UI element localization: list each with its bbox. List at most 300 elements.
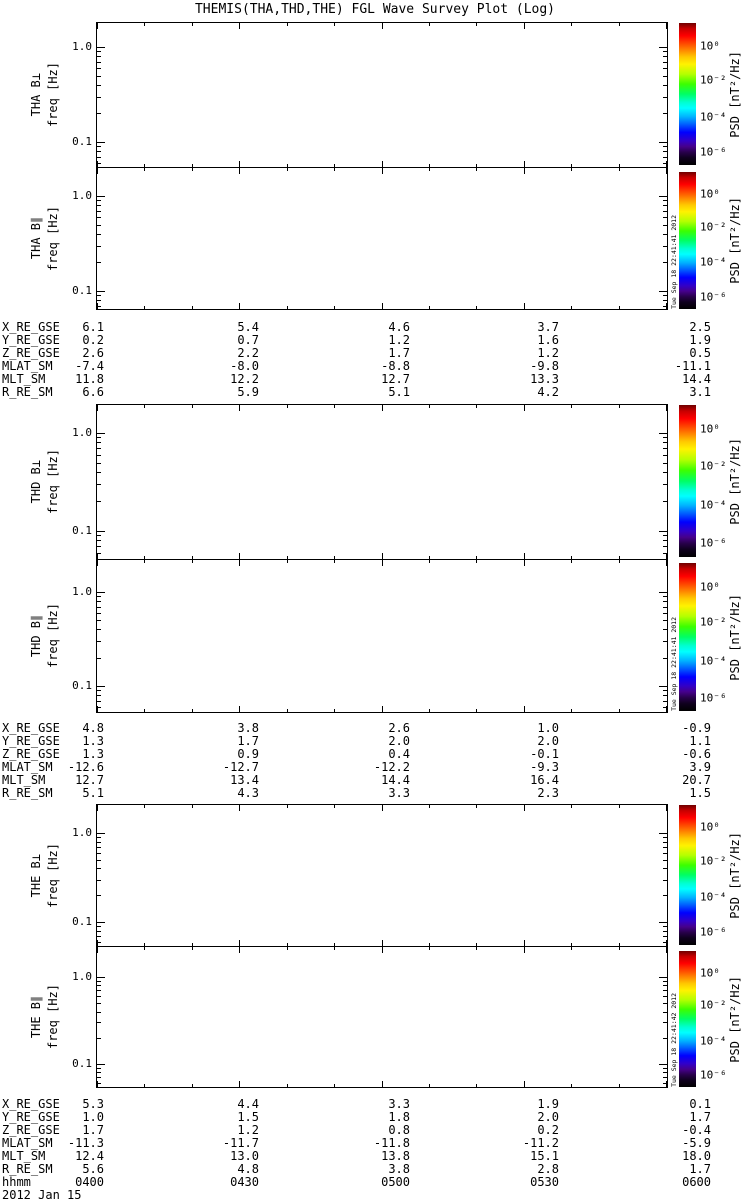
tick-mark bbox=[97, 592, 105, 593]
tick-mark bbox=[663, 472, 667, 473]
ephemeris-row bbox=[0, 1137, 750, 1150]
ephemeris-value: 0.8 bbox=[388, 1123, 410, 1137]
tick-mark bbox=[524, 706, 525, 712]
panel-sc-label: THD B∥ bbox=[28, 614, 43, 658]
tick-mark bbox=[97, 540, 101, 541]
ephemeris-value: -11.3 bbox=[67, 1136, 104, 1150]
tick-mark bbox=[192, 947, 193, 950]
tick-mark bbox=[287, 306, 288, 309]
tick-mark bbox=[663, 1038, 667, 1039]
tick-mark bbox=[382, 805, 383, 811]
tick-mark bbox=[476, 306, 477, 309]
ephemeris-value: 2.6 bbox=[388, 721, 410, 735]
ytick-label: 0.1 bbox=[72, 135, 92, 148]
tick-mark bbox=[663, 936, 667, 937]
tick-mark bbox=[97, 531, 105, 532]
colorbar-tick-label: 10⁻² bbox=[700, 854, 727, 868]
ephemeris-value: 14.4 bbox=[682, 372, 711, 386]
ephemeris-value: 2.5 bbox=[689, 320, 711, 334]
psd-label-text: PSD [nT²/Hz] bbox=[728, 197, 742, 284]
colorbar-axis-label bbox=[724, 172, 746, 309]
colorbar-axis-label bbox=[724, 805, 746, 945]
tick-mark bbox=[663, 535, 667, 536]
tick-mark bbox=[97, 860, 101, 861]
tick-mark bbox=[334, 805, 335, 808]
ephemeris-value: -5.9 bbox=[682, 1136, 711, 1150]
tick-mark bbox=[97, 695, 101, 696]
colorbar-tick-label: 10⁰ bbox=[700, 820, 720, 834]
ephemeris-value: 13.8 bbox=[381, 1149, 410, 1163]
tick-mark bbox=[524, 23, 525, 29]
tick-mark bbox=[663, 613, 667, 614]
ephemeris-value: 1.1 bbox=[689, 734, 711, 748]
ephemeris-row-label: Y_RE_GSE bbox=[2, 333, 60, 347]
tick-mark bbox=[429, 709, 430, 712]
panel-sc-label: THE B∥ bbox=[28, 995, 43, 1039]
tick-mark bbox=[97, 246, 101, 247]
ephemeris-value: 1.9 bbox=[537, 1097, 559, 1111]
panel-ylabel-group bbox=[26, 167, 62, 310]
ephemeris-value: 0.2 bbox=[537, 1123, 559, 1137]
tick-mark bbox=[97, 262, 101, 263]
tick-mark bbox=[663, 448, 667, 449]
ephemeris-row-label: R_RE_SM bbox=[2, 385, 53, 399]
tick-mark bbox=[619, 168, 620, 171]
ephemeris-row bbox=[0, 787, 750, 800]
tick-mark bbox=[659, 531, 667, 532]
colorbar-tick-label: 10⁻⁴ bbox=[700, 890, 727, 904]
tick-mark bbox=[666, 706, 667, 712]
tick-mark bbox=[144, 306, 145, 309]
ephemeris-value: 0430 bbox=[230, 1175, 259, 1189]
ephemeris-value: 0600 bbox=[682, 1175, 711, 1189]
colorbar-axis-label bbox=[724, 951, 746, 1087]
tick-mark bbox=[97, 405, 98, 411]
tick-mark bbox=[524, 168, 525, 174]
tick-mark bbox=[97, 996, 101, 997]
tick-mark bbox=[382, 947, 383, 953]
tick-mark bbox=[97, 142, 105, 143]
tick-mark bbox=[97, 437, 101, 438]
ephemeris-value: 3.3 bbox=[388, 786, 410, 800]
tick-mark bbox=[663, 295, 667, 296]
tick-mark bbox=[97, 196, 105, 197]
ephemeris-row-label: Y_RE_GSE bbox=[2, 734, 60, 748]
tick-mark bbox=[663, 146, 667, 147]
tick-mark bbox=[619, 405, 620, 408]
ephemeris-value: 1.7 bbox=[388, 346, 410, 360]
ephemeris-row-label: hhmm bbox=[2, 1175, 31, 1189]
ephemeris-value: 0.4 bbox=[388, 747, 410, 761]
tick-mark bbox=[144, 168, 145, 171]
tick-mark bbox=[663, 442, 667, 443]
tick-mark bbox=[663, 62, 667, 63]
creation-timestamp-text: Tue Sep 18 22:41:42 2012 bbox=[669, 993, 678, 1087]
colorbar-tick-label: 10⁻⁴ bbox=[700, 498, 727, 512]
ephemeris-value: 3.8 bbox=[388, 1162, 410, 1176]
ytick-label: 0.1 bbox=[72, 1057, 92, 1070]
tick-mark bbox=[659, 1064, 667, 1065]
tick-mark bbox=[619, 1084, 620, 1087]
tick-mark bbox=[619, 947, 620, 950]
tick-mark bbox=[97, 990, 101, 991]
tick-mark bbox=[97, 981, 101, 982]
tick-mark bbox=[97, 291, 105, 292]
tick-mark bbox=[476, 709, 477, 712]
tick-mark bbox=[663, 658, 667, 659]
colorbar bbox=[679, 405, 696, 557]
tick-mark bbox=[287, 709, 288, 712]
ephemeris-row bbox=[0, 1150, 750, 1163]
tick-mark bbox=[97, 300, 101, 301]
tick-mark bbox=[97, 607, 101, 608]
ephemeris-value: 5.6 bbox=[82, 1162, 104, 1176]
tick-mark bbox=[666, 168, 667, 174]
ephemeris-row bbox=[0, 1098, 750, 1111]
ephemeris-value: 15.1 bbox=[530, 1149, 559, 1163]
tick-mark bbox=[663, 880, 667, 881]
ephemeris-value: 0.2 bbox=[82, 333, 104, 347]
ephemeris-value: 20.7 bbox=[682, 773, 711, 787]
creation-timestamp bbox=[669, 951, 678, 1087]
tick-mark bbox=[97, 146, 101, 147]
tick-mark bbox=[97, 853, 101, 854]
psd-label-text: PSD [nT²/Hz] bbox=[728, 975, 742, 1063]
tick-mark bbox=[97, 157, 101, 158]
tick-mark bbox=[659, 686, 667, 687]
tick-mark bbox=[382, 303, 383, 309]
tick-mark bbox=[663, 200, 667, 201]
tick-mark bbox=[97, 641, 101, 642]
tick-mark bbox=[287, 560, 288, 563]
tick-mark bbox=[97, 1003, 101, 1004]
ephemeris-value: 12.7 bbox=[75, 773, 104, 787]
tick-mark bbox=[663, 246, 667, 247]
tick-mark bbox=[663, 85, 667, 86]
ephemeris-value: -8.0 bbox=[230, 359, 259, 373]
ephemeris-value: 2.3 bbox=[537, 786, 559, 800]
tick-mark bbox=[666, 560, 667, 566]
tick-mark bbox=[97, 922, 105, 923]
tick-mark bbox=[97, 68, 101, 69]
panel-sc-label: THA B⊥ bbox=[28, 73, 43, 117]
tick-mark bbox=[97, 658, 101, 659]
tick-mark bbox=[524, 805, 525, 811]
ephemeris-value: 1.3 bbox=[82, 734, 104, 748]
tick-mark bbox=[663, 463, 667, 464]
ephemeris-value: 0400 bbox=[75, 1175, 104, 1189]
ephemeris-value: -11.2 bbox=[522, 1136, 559, 1150]
ephemeris-value: 2.6 bbox=[82, 346, 104, 360]
colorbar-tick-label: 10⁻⁴ bbox=[700, 110, 727, 124]
tick-mark bbox=[663, 629, 667, 630]
ephemeris-row-label: MLAT_SM bbox=[2, 1136, 53, 1150]
ephemeris-value: 4.2 bbox=[537, 385, 559, 399]
ephemeris-value: 3.1 bbox=[689, 385, 711, 399]
tick-mark bbox=[663, 151, 667, 152]
ephemeris-row bbox=[0, 1111, 750, 1124]
ephemeris-value: -0.4 bbox=[682, 1123, 711, 1137]
panel-ylabel-group bbox=[26, 559, 62, 713]
ytick-label: 1.0 bbox=[72, 826, 92, 839]
ephemeris-row-label: X_RE_GSE bbox=[2, 1097, 60, 1111]
tick-mark bbox=[239, 23, 240, 29]
tick-mark bbox=[659, 977, 667, 978]
tick-mark bbox=[144, 560, 145, 563]
tick-mark bbox=[663, 931, 667, 932]
tick-mark bbox=[659, 196, 667, 197]
ephemeris-row bbox=[0, 722, 750, 735]
tick-mark bbox=[429, 23, 430, 26]
spectrogram-panel-thd-bpar bbox=[96, 559, 668, 713]
ephemeris-value: 6.1 bbox=[82, 320, 104, 334]
tick-mark bbox=[239, 805, 240, 811]
tick-mark bbox=[663, 540, 667, 541]
tick-mark bbox=[239, 168, 240, 174]
ephemeris-value: 0.9 bbox=[237, 747, 259, 761]
colorbar bbox=[679, 563, 696, 711]
tick-mark bbox=[97, 895, 101, 896]
tick-mark bbox=[663, 56, 667, 57]
ephemeris-row-label: Z_RE_GSE bbox=[2, 346, 60, 360]
tick-mark bbox=[97, 442, 101, 443]
panel-sc-label: THA B∥ bbox=[28, 217, 43, 260]
ephemeris-row-label: MLT_SM bbox=[2, 773, 46, 787]
tick-mark bbox=[382, 1081, 383, 1087]
ephemeris-value: 4.6 bbox=[388, 320, 410, 334]
ephemeris-value: 1.8 bbox=[388, 1110, 410, 1124]
tick-mark bbox=[663, 701, 667, 702]
tick-mark bbox=[659, 433, 667, 434]
ephemeris-value: 6.6 bbox=[82, 385, 104, 399]
tick-mark bbox=[663, 620, 667, 621]
ephemeris-row bbox=[0, 386, 750, 399]
tick-mark bbox=[144, 23, 145, 26]
ephemeris-value: 1.5 bbox=[689, 786, 711, 800]
ephemeris-value: 1.2 bbox=[388, 333, 410, 347]
tick-mark bbox=[663, 300, 667, 301]
ephemeris-value: -7.4 bbox=[75, 359, 104, 373]
ytick-label: 1.0 bbox=[72, 426, 92, 439]
tick-mark bbox=[97, 842, 101, 843]
tick-mark bbox=[659, 592, 667, 593]
tick-mark bbox=[334, 306, 335, 309]
tick-mark bbox=[97, 868, 101, 869]
colorbar-axis-label bbox=[724, 23, 746, 165]
ephemeris-value: 4.4 bbox=[237, 1097, 259, 1111]
tick-mark bbox=[97, 1068, 101, 1069]
tick-mark bbox=[97, 205, 101, 206]
ephemeris-row-label: R_RE_SM bbox=[2, 1162, 53, 1176]
tick-mark bbox=[334, 405, 335, 408]
tick-mark bbox=[663, 868, 667, 869]
tick-mark bbox=[663, 76, 667, 77]
tick-mark bbox=[97, 62, 101, 63]
tick-mark bbox=[287, 405, 288, 408]
tick-mark bbox=[97, 472, 101, 473]
tick-mark bbox=[663, 217, 667, 218]
tick-mark bbox=[663, 601, 667, 602]
tick-mark bbox=[239, 947, 240, 953]
colorbar-tick-label: 10⁰ bbox=[700, 966, 720, 980]
ephemeris-value: 3.7 bbox=[537, 320, 559, 334]
ephemeris-value: 1.0 bbox=[82, 1110, 104, 1124]
spectrogram-panel-tha-bpar bbox=[96, 167, 668, 310]
tick-mark bbox=[663, 113, 667, 114]
tick-mark bbox=[476, 168, 477, 171]
tick-mark bbox=[97, 620, 101, 621]
tick-mark bbox=[476, 405, 477, 408]
tick-mark bbox=[287, 23, 288, 26]
tick-mark bbox=[97, 295, 101, 296]
tick-mark bbox=[663, 546, 667, 547]
tick-mark bbox=[619, 23, 620, 26]
ephemeris-value: 1.9 bbox=[689, 333, 711, 347]
spectrogram-panel-the-bperp bbox=[96, 804, 668, 947]
ephemeris-value: 1.5 bbox=[237, 1110, 259, 1124]
tick-mark bbox=[659, 142, 667, 143]
tick-mark bbox=[619, 306, 620, 309]
tick-mark bbox=[334, 1084, 335, 1087]
tick-mark bbox=[97, 613, 101, 614]
tick-mark bbox=[666, 805, 667, 811]
spectrogram-panel-the-bpar bbox=[96, 946, 668, 1088]
ephemeris-row bbox=[0, 1163, 750, 1176]
colorbar-tick-label: 10⁰ bbox=[700, 580, 720, 594]
ytick-label: 0.1 bbox=[72, 284, 92, 297]
spectrogram-panel-thd-bperp bbox=[96, 404, 668, 560]
colorbar-tick-label: 10⁻² bbox=[700, 73, 727, 87]
ephemeris-value: 1.0 bbox=[537, 721, 559, 735]
tick-mark bbox=[663, 1072, 667, 1073]
tick-mark bbox=[663, 437, 667, 438]
colorbar-tick-label: 10⁻² bbox=[700, 459, 727, 473]
tick-mark bbox=[659, 833, 667, 834]
ephemeris-value: 5.1 bbox=[388, 385, 410, 399]
ephemeris-value: -12.7 bbox=[222, 760, 259, 774]
tick-mark bbox=[97, 225, 101, 226]
tick-mark bbox=[192, 805, 193, 808]
tick-mark bbox=[97, 706, 98, 712]
tick-mark bbox=[619, 560, 620, 563]
creation-timestamp-text: Tue Sep 18 22:41:41 2012 bbox=[669, 617, 678, 711]
tick-mark bbox=[663, 501, 667, 502]
colorbar-tick-label: 10⁻⁶ bbox=[700, 1068, 727, 1082]
ytick-label: 1.0 bbox=[72, 40, 92, 53]
tick-mark bbox=[334, 709, 335, 712]
tick-mark bbox=[97, 433, 105, 434]
tick-mark bbox=[97, 686, 105, 687]
tick-mark bbox=[239, 706, 240, 712]
tick-mark bbox=[429, 168, 430, 171]
ephemeris-value: 18.0 bbox=[682, 1149, 711, 1163]
tick-mark bbox=[663, 842, 667, 843]
ephemeris-value: -11.1 bbox=[674, 359, 711, 373]
tick-mark bbox=[97, 51, 101, 52]
tick-mark bbox=[571, 306, 572, 309]
panel-freq-label: freq [Hz] bbox=[45, 984, 60, 1050]
panel-ylabel-group bbox=[26, 22, 62, 168]
ephemeris-row bbox=[0, 321, 750, 334]
colorbar-tick-label: 10⁻⁴ bbox=[700, 654, 727, 668]
ephemeris-value: 5.1 bbox=[82, 786, 104, 800]
tick-mark bbox=[571, 405, 572, 408]
ephemeris-value: 1.2 bbox=[237, 1123, 259, 1137]
tick-mark bbox=[666, 947, 667, 953]
tick-mark bbox=[97, 1038, 101, 1039]
tick-mark bbox=[192, 405, 193, 408]
spectrogram-panel-tha-bperp bbox=[96, 22, 668, 168]
figure-title: THEMIS(THA,THD,THE) FGL Wave Survey Plot (Log) bbox=[194, 2, 556, 17]
tick-mark bbox=[663, 695, 667, 696]
date-label bbox=[0, 1189, 750, 1200]
ytick-label: 1.0 bbox=[72, 189, 92, 202]
tick-mark bbox=[666, 303, 667, 309]
tick-mark bbox=[663, 225, 667, 226]
ephemeris-row bbox=[0, 735, 750, 748]
ephemeris-value: -0.9 bbox=[682, 721, 711, 735]
tick-mark bbox=[571, 560, 572, 563]
tick-mark bbox=[97, 217, 101, 218]
psd-label-text: PSD [nT²/Hz] bbox=[728, 50, 742, 138]
tick-mark bbox=[97, 596, 101, 597]
ephemeris-value: 3.3 bbox=[388, 1097, 410, 1111]
ephemeris-value: 1.6 bbox=[537, 333, 559, 347]
tick-mark bbox=[192, 560, 193, 563]
tick-mark bbox=[97, 85, 101, 86]
tick-mark bbox=[524, 303, 525, 309]
tick-mark bbox=[97, 560, 98, 566]
panel-freq-label: freq [Hz] bbox=[45, 603, 60, 669]
tick-mark bbox=[382, 560, 383, 566]
ytick-label: 1.0 bbox=[72, 970, 92, 983]
tick-mark bbox=[476, 947, 477, 950]
tick-mark bbox=[97, 200, 101, 201]
tick-mark bbox=[663, 1012, 667, 1013]
tick-mark bbox=[192, 306, 193, 309]
tick-mark bbox=[97, 847, 101, 848]
ephemeris-value: -9.8 bbox=[530, 359, 559, 373]
tick-mark bbox=[97, 880, 101, 881]
tick-mark bbox=[429, 1084, 430, 1087]
ephemeris-row-label: Z_RE_GSE bbox=[2, 747, 60, 761]
tick-mark bbox=[659, 47, 667, 48]
tick-mark bbox=[97, 977, 105, 978]
colorbar-tick-label: 10⁻² bbox=[700, 615, 727, 629]
tick-mark bbox=[663, 607, 667, 608]
tick-mark bbox=[97, 151, 101, 152]
ephemeris-value: -11.7 bbox=[222, 1136, 259, 1150]
colorbar-tick-label: 10⁻⁴ bbox=[700, 255, 727, 269]
tick-mark bbox=[524, 560, 525, 566]
tick-mark bbox=[144, 1084, 145, 1087]
tick-mark bbox=[97, 936, 101, 937]
tick-mark bbox=[429, 805, 430, 808]
tick-mark bbox=[192, 1084, 193, 1087]
tick-mark bbox=[663, 1022, 667, 1023]
ephemeris-value: -11.8 bbox=[373, 1136, 410, 1150]
tick-mark bbox=[287, 168, 288, 171]
ephemeris-value: -8.8 bbox=[381, 359, 410, 373]
tick-mark bbox=[429, 306, 430, 309]
ephemeris-value: 5.4 bbox=[237, 320, 259, 334]
tick-mark bbox=[192, 709, 193, 712]
tick-mark bbox=[666, 23, 667, 29]
tick-mark bbox=[663, 455, 667, 456]
tick-mark bbox=[571, 709, 572, 712]
colorbar-axis-label bbox=[724, 563, 746, 711]
ephemeris-value: -12.6 bbox=[67, 760, 104, 774]
